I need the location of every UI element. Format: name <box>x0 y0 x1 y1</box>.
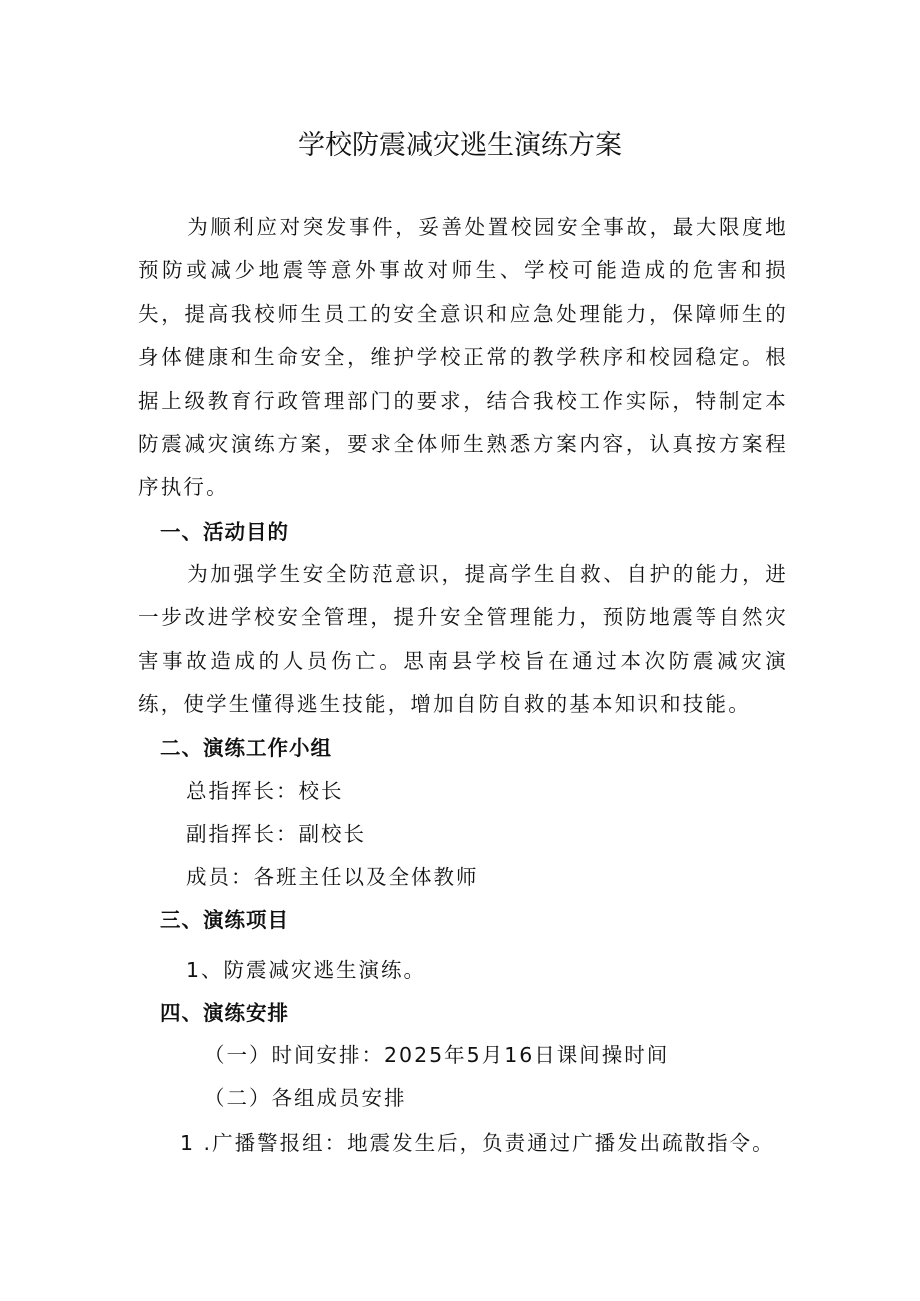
goal-paragraph: 为加强学生安全防范意识，提高学生自救、自护的能力，进一步改进学校安全管理，提升安全管理能力，预防地震等自然灾害事故造成的人员伤亡。思南县学校旨在通过本次防震减灾演练，使学生懂得逃生技能，增加自防自救的基本知识和技能。 <box>138 562 788 717</box>
section-heading-goal: 一、活动目的 <box>160 520 289 544</box>
arrangement-groups: （二）各组成员安排 <box>204 1086 407 1110</box>
project-item: 1、防震减灾逃生演练。 <box>186 958 427 982</box>
document-title: 学校防震减灾逃生演练方案 <box>298 130 622 161</box>
team-members: 成员：各班主任以及全体教师 <box>186 865 479 889</box>
team-commander: 总指挥长：校长 <box>186 779 344 803</box>
section-heading-arrangement: 四、演练安排 <box>160 1001 289 1025</box>
section-heading-team: 二、演练工作小组 <box>160 736 332 760</box>
arrangement-time: （一）时间安排：2025年5月16日课间操时间 <box>204 1043 670 1067</box>
broadcast-group: 1 .广播警报组：地震发生后，负责通过广播发出疏散指令。 <box>180 1131 775 1155</box>
section-heading-project: 三、演练项目 <box>160 908 289 932</box>
team-deputy: 副指挥长：副校长 <box>186 822 366 846</box>
intro-paragraph: 为顺利应对突发事件，妥善处置校园安全事故，最大限度地预防或减少地震等意外事故对师生、学校可能造成的危害和损失，提高我校师生员工的安全意识和应急处理能力，保障师生的身体健康和生命安全，维护学校正常的教学秩序和校园稳定。根据上级教育行政管理部门的要求，结合我校工作实际，特制定本防震减灾演练方案，要求全体师生熟悉方案内容，认真按方案程序执行。 <box>138 215 788 500</box>
